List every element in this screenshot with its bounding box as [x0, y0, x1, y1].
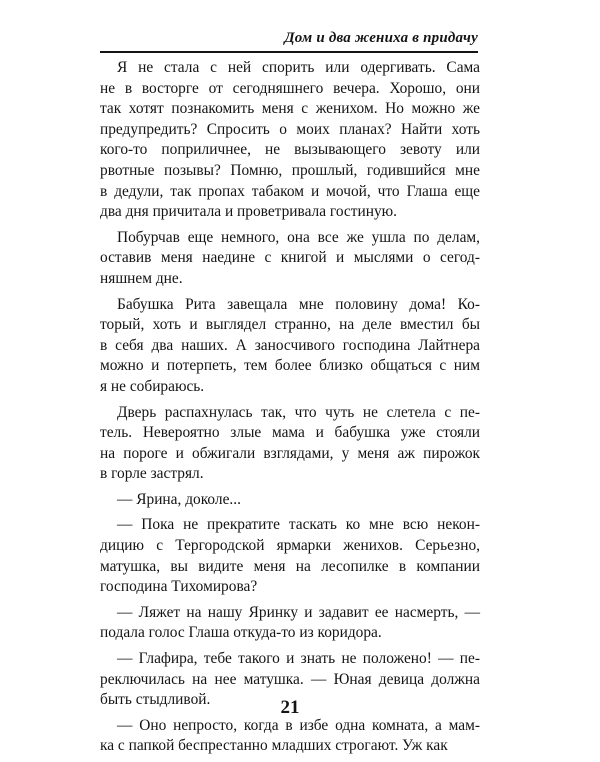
paragraph	[100, 403, 480, 485]
paragraph	[100, 295, 480, 398]
text-line: в дедули, так пропах табаком и мочой, что Глаша еще	[100, 182, 480, 200]
text-line: предупредить? Спросить о моих планах? Найти хоть	[100, 120, 480, 138]
paragraph	[100, 58, 480, 223]
body-text	[100, 58, 480, 762]
text-line: два дня причитала и проветривала гостиную.	[100, 203, 397, 221]
paragraph	[100, 716, 480, 757]
text-line: господина Тихомирова?	[100, 578, 258, 596]
text-line: — Пока не прекратите таскать ко мне всю некон-	[117, 516, 480, 534]
text-line: быть стыдливой.	[100, 691, 211, 709]
text-line: — Оно непросто, когда в избе одна комната, а мам-	[117, 716, 480, 734]
text-line: Дверь распахнулась так, что чуть не слетела с пе-	[117, 403, 480, 421]
text-line: подала голос Глаша откуда-то из коридора.	[100, 624, 382, 642]
header-rule	[100, 51, 478, 53]
text-line: рвотные позывы? Помню, прошлый, годившийся мне	[100, 161, 480, 179]
text-line: я не собираюсь.	[100, 377, 205, 395]
text-line: Бабушка Рита завещала мне половину дома! Ко-	[117, 295, 480, 313]
paragraph	[100, 603, 480, 644]
text-line: няшнем дне.	[100, 269, 183, 287]
text-line: не в восторге от сегодняшнего вечера. Хорошо, они	[100, 79, 480, 97]
text-line: на пороге и обжигали взглядами, у меня аж пирожок	[100, 444, 480, 462]
text-line: в горле застрял.	[100, 465, 204, 483]
text-line: Я не стала с ней спорить или одергивать. Сама	[117, 59, 480, 76]
text-line: оставив меня наедине с книгой и мыслями о сегод-	[100, 249, 480, 267]
text-line: ка с папкой беспрестанно младших строгают. Уж как	[100, 737, 448, 755]
paragraph	[100, 515, 480, 597]
paragraph	[100, 228, 480, 290]
text-line: — Ярина, доколе...	[117, 490, 241, 508]
text-line: — Глафира, тебе такого и знать не положено! — пе-	[117, 650, 480, 668]
page-number: 21	[280, 697, 300, 718]
text-line: Побурчав еще немного, она все же ушла по делам,	[117, 228, 480, 246]
text-line: так хотят познакомить меня с женихом. Но можно же	[100, 100, 480, 118]
text-line: матушка, вы видите меня на лесопилке в компании	[100, 557, 480, 575]
text-line: торый, хоть и выглядел странно, на деле вместил бы	[100, 316, 480, 334]
text-line: реключилась на нее матушка. — Юная девица должна	[100, 670, 480, 688]
text-line: тель. Невероятно злые мама и бабушка уже стояли	[100, 424, 480, 442]
paragraph	[100, 490, 480, 511]
text-line: в себя два наших. А заносчивого господина Лайтнера	[100, 336, 480, 354]
text-line: можно и потерпеть, тем более близко общаться с ним	[100, 357, 480, 375]
text-line: кого-то поприличнее, не вызывающего зевоту или	[100, 141, 480, 159]
text-line: дицию с Тергородской ярмарки женихов. Серьезно,	[100, 537, 480, 555]
running-head: Дом и два жениха в придачу	[284, 30, 478, 46]
text-line: — Ляжет на нашу Яринку и задавит ее насмерть, —	[117, 603, 480, 621]
